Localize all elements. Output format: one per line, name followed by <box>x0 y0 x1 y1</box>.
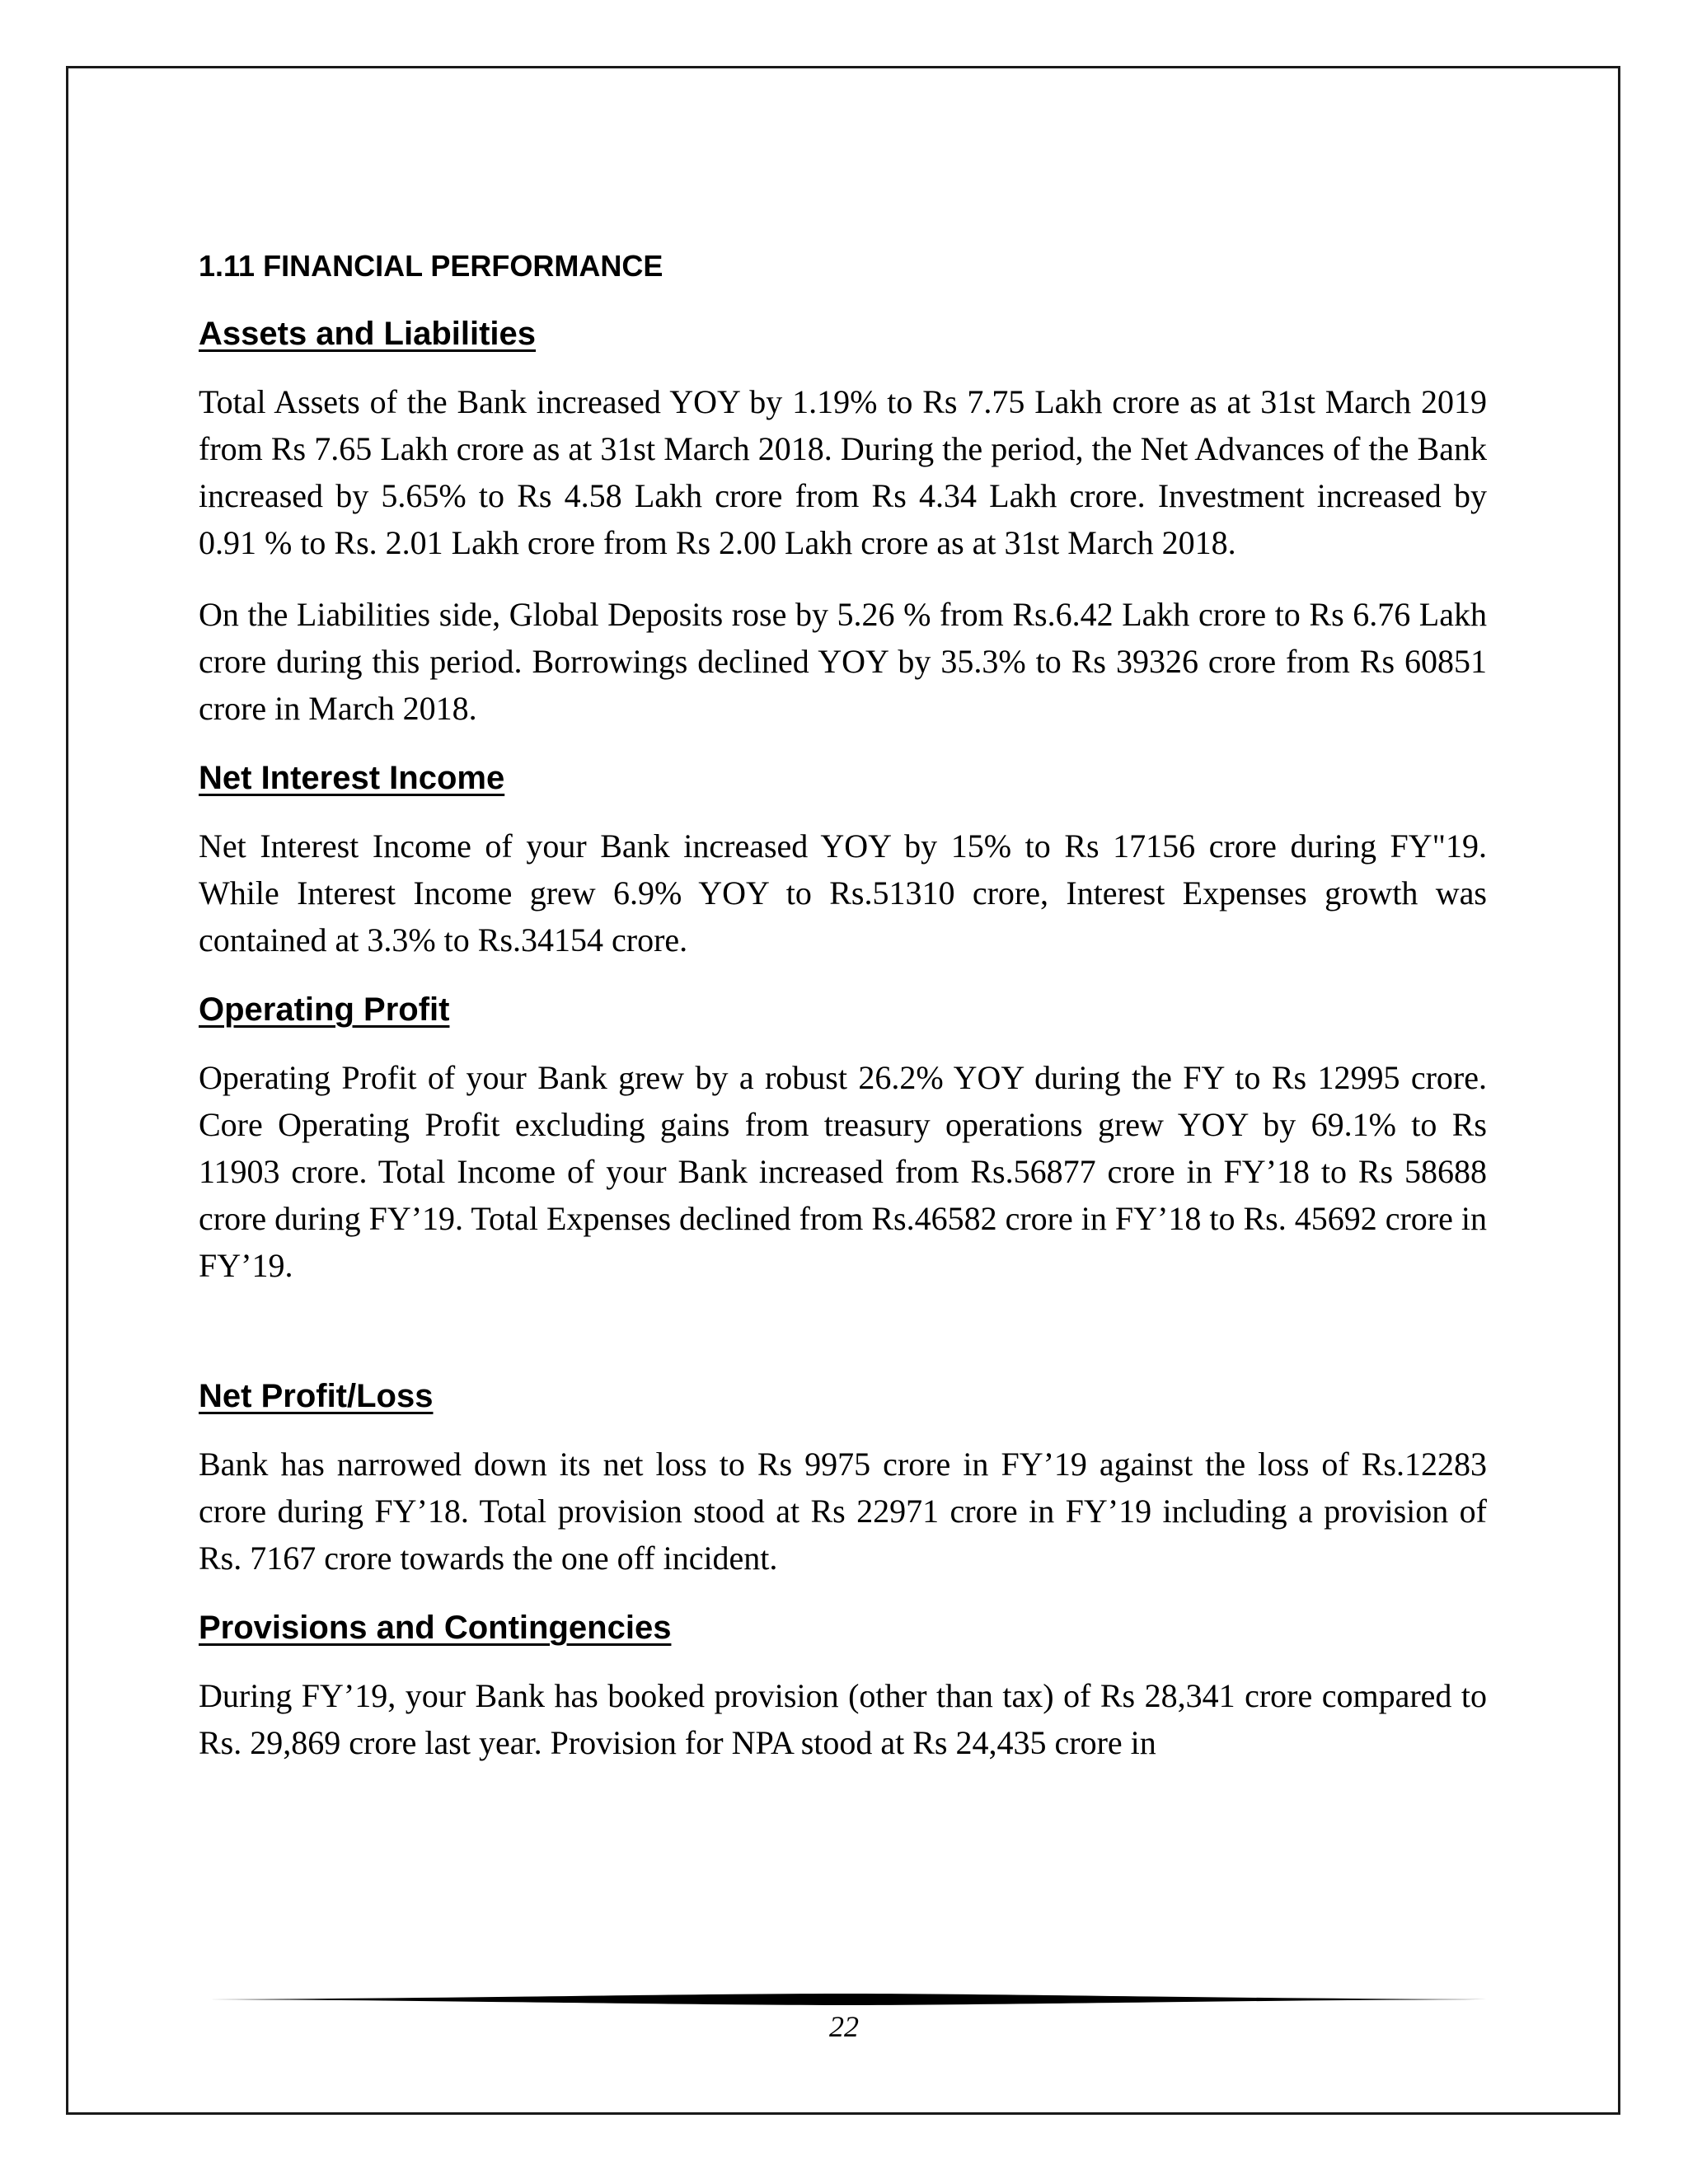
heading-assets-and-liabilities: Assets and Liabilities <box>199 315 537 352</box>
paragraph-liabilities: On the Liabilities side, Global Deposits rose by 5.26 % from Rs.6.42 Lakh crore to Rs 6.76 Lakh crore during this period. Borrowings declined YOY by 35.3% to Rs 39326 crore from Rs 60851 crore in March 2018. <box>199 595 1487 727</box>
page-content <box>199 247 1487 1791</box>
heading-net-interest-income: Net Interest Income <box>199 759 505 796</box>
paragraph-net-interest-income: Net Interest Income of your Bank increased YOY by 15% to Rs 17156 crore during FY"19. While Interest Income grew 6.9% YOY to Rs.51310 crore, Interest Expenses growth was contained at 3.3% to Rs.34154 crore. <box>199 827 1487 958</box>
footer-divider <box>199 1993 1487 2006</box>
paragraph-operating-profit: Operating Profit of your Bank grew by a robust 26.2% YOY during the FY to Rs 12995 crore. Core Operating Profit excluding gains from treasury operations grew YOY by 69.1% to Rs 11903 crore. Total Income of your Bank increased from Rs.56877 crore in FY’18 to Rs 58688 crore during FY’19. Total Expenses declined from Rs.46582 crore in FY’18 to Rs. 45692 crore in FY’19. <box>199 1058 1487 1284</box>
heading-operating-profit: Operating Profit <box>199 991 450 1028</box>
paragraph-net-profit-loss: Bank has narrowed down its net loss to Rs 9975 crore in FY’19 against the loss of Rs.12283 crore during FY’18. Total provision stood at Rs 22971 crore in FY’19 including a provision of Rs. 7167 crore towards the one off incident. <box>199 1445 1487 1577</box>
heading-provisions-and-contingencies: Provisions and Contingencies <box>199 1609 672 1646</box>
paragraph-assets: Total Assets of the Bank increased YOY by 1.19% to Rs 7.75 Lakh crore as at 31st March 2019 from Rs 7.65 Lakh crore as at 31st March 2018. During the period, the Net Advances of the Bank increased by 5.65% to Rs 4.58 Lakh crore from Rs 4.34 Lakh crore. Investment increased by 0.91 % to Rs. 2.01 Lakh crore from Rs 2.00 Lakh crore as at 31st March 2018. <box>199 382 1487 561</box>
page-number: 22 <box>829 2010 859 2043</box>
paragraph-provisions: During FY’19, your Bank has booked provision (other than tax) of Rs 28,341 crore compared to Rs. 29,869 crore last year. Provision for NPA stood at Rs 24,435 crore in <box>199 1676 1487 1761</box>
heading-net-profit-loss: Net Profit/Loss <box>199 1377 434 1414</box>
section-title: 1.11 FINANCIAL PERFORMANCE <box>199 249 663 283</box>
